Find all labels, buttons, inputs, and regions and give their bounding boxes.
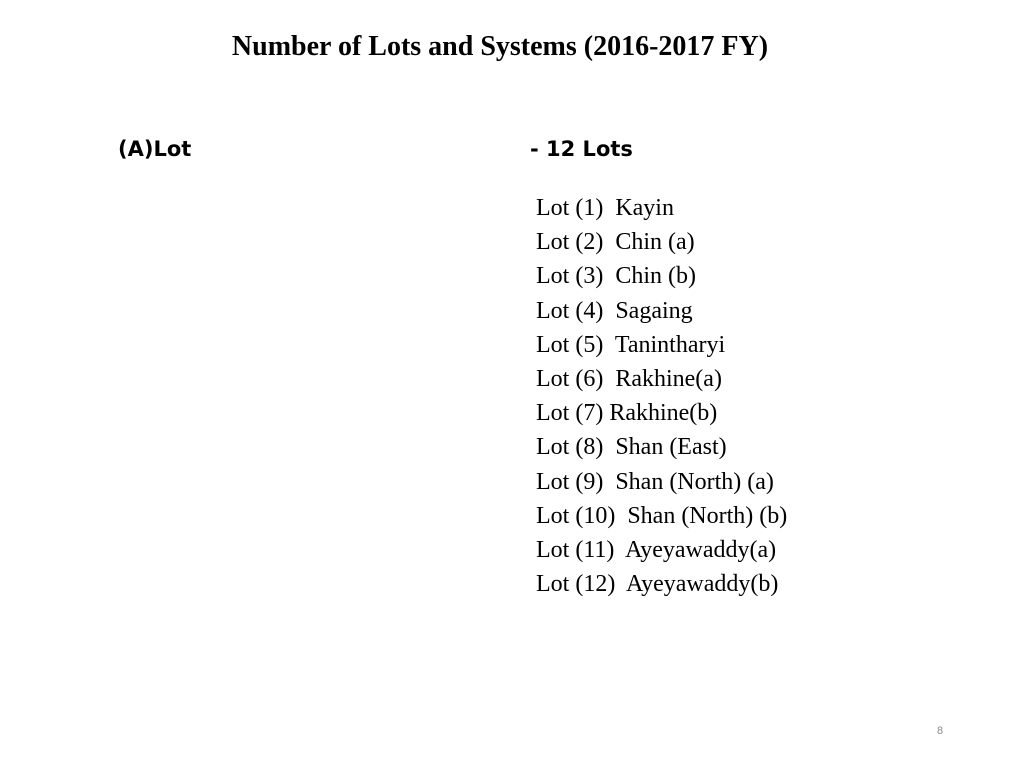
list-item: Lot (1) Kayin	[536, 195, 674, 221]
section-label: (A)Lot	[118, 137, 192, 161]
lot-count-label: - 12 Lots	[530, 137, 633, 161]
list-item: Lot (5) Tanintharyi	[536, 331, 726, 358]
list-item: Lot (10) Shan (North) (b)	[536, 502, 788, 529]
list-item: Lot (4) Sagaing	[536, 297, 693, 324]
list-item: Lot (11) Ayeyawaddy(a)	[536, 537, 777, 564]
slide-title: Number of Lots and Systems (2016-2017 FY)	[231, 31, 769, 62]
list-item: Lot (6) Rakhine(a)	[536, 366, 722, 393]
list-item: Lot (2) Chin (a)	[536, 229, 695, 256]
list-item: Lot (9) Shan (North) (a)	[536, 468, 774, 495]
list-item: Lot (3) Chin (b)	[536, 263, 696, 290]
lot-list	[536, 191, 787, 601]
list-item: Lot (12) Ayeyawaddy(b)	[536, 571, 779, 598]
list-item: Lot (8) Shan (East)	[536, 434, 727, 461]
page-number: 8	[936, 725, 944, 737]
list-item: Lot (7) Rakhine(b)	[536, 400, 718, 427]
